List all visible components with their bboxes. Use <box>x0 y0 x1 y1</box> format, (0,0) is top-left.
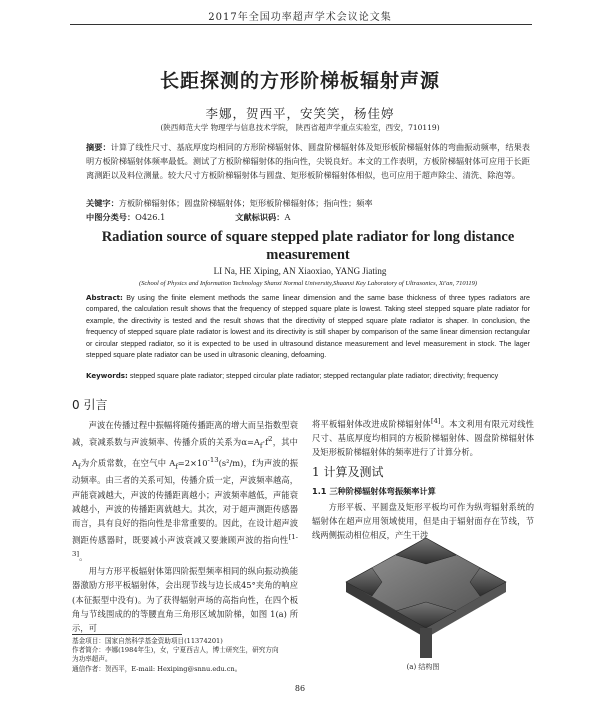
abstract-cn-label: 摘要： <box>86 142 111 152</box>
running-header: 2017年全国功率超声学术会议论文集 <box>208 12 392 23</box>
keywords-en <box>86 370 530 382</box>
footnote-funding: 基金项目：国家自然科学基金资助项目(11374201) <box>72 637 223 645</box>
text-sub: f <box>175 462 178 471</box>
header-rule <box>70 24 532 25</box>
left-column <box>72 418 298 635</box>
text-run: =2×10 <box>177 457 208 468</box>
subsection-heading-1-1: 1.1 三种阶梯辐射体弯振频率计算 <box>312 485 436 496</box>
text-sup: -13 <box>207 455 219 464</box>
keywords-en-label: Keywords: <box>86 371 128 380</box>
figure-stepped-plate-structure <box>336 520 516 660</box>
intro-paragraph-2: 用与方形平板辐射体第四阶振型频率相同的纵向振动换能器激励方形平板辐射体，会出现节线与边长成45°夹角的响应(本征振型中没有)。为了获得辐射声场的高指向性，在四个板角与节线围成的的等腰直角三角形区域加阶梯，如图 1(a) 所示，可 <box>72 566 298 634</box>
paper-title-cn: 长距探测的方形阶梯板辐射声源 <box>159 70 440 92</box>
affiliation-en: (School of Physics and Information Technology Shanxi Normal University,Shaanxi Key Laboratory of Ultrasonics, Xi'an, 710119) <box>138 280 478 287</box>
abstract-en <box>86 292 530 361</box>
intro-paragraph-1 <box>72 418 298 564</box>
doc-code-label: 文献标识码： <box>235 212 285 222</box>
footnote-author-bio-cont: 为功率超声。 <box>72 655 112 664</box>
text-run: 声波在传播过程中振幅将随传播距离的增大而呈指数型衰减，衰减系数与声波频率、传播介质的关系为α=A <box>72 420 298 447</box>
text-run: 。 <box>79 552 88 562</box>
section-heading-calculation: 1 计算及测试 <box>312 465 384 480</box>
footnote-author-bio: 作者简介：李娜(1984年生)，女，宁夏西吉人，博士研究生，研究方向 <box>72 646 279 655</box>
footnote-corresponding: 通信作者：贺西平，E-mail: Hexiping@snnu.edu.cn。 <box>72 664 242 673</box>
transducer-stem <box>420 628 432 658</box>
keywords-cn <box>86 196 530 210</box>
paper-title-en: Radiation source of square stepped plate radiator for long distance measurement <box>101 229 515 263</box>
classification-line <box>86 210 530 224</box>
doc-code-value: A <box>284 212 291 222</box>
section-heading-introduction: 0 引言 <box>72 398 108 412</box>
footnotes <box>72 637 302 674</box>
text-sub: f <box>78 462 81 471</box>
text-run: (s²/m)，f为声波的振动频率。由三者的关系可知，传播介质一定，声波频率越高，声能衰减越大，声波的传播距离越小；声波频率越低，声能衰减越小，声波的传播距离就越大。其次，对于超声测距传感器而言，具有良好的指向性是非常重要的。因此，在设计超声波测距传感器时，既要减小声波衰减又要兼顾声波的指向性 <box>72 457 298 546</box>
abstract-en-label: Abstract: <box>86 293 123 302</box>
text-sub: f <box>259 441 263 450</box>
abstract-cn <box>86 140 530 182</box>
clc-label: 中图分类号： <box>86 212 136 222</box>
text-run: ·f <box>262 436 269 447</box>
text-run: ，其中 A <box>72 436 298 468</box>
affiliation-cn: (陕西师范大学 物理学与信息技术学院， 陕西省超声学重点实验室，西安，710119) <box>160 123 440 132</box>
figure-caption: (a) 结构图 <box>406 663 440 671</box>
citation-ref: [1-3] <box>72 533 298 559</box>
text-run: 。本文利用有限元对线性尺寸、基底厚度均相同的方板阶梯辐射体、圆盘阶梯辐射体及矩形板阶梯辐射体的频率进行了计算分析。 <box>312 418 534 458</box>
clc-value: O426.1 <box>135 212 166 222</box>
citation-ref: [4] <box>430 417 441 425</box>
page-number: 86 <box>294 684 306 693</box>
intro-paragraph-3 <box>312 414 534 459</box>
abstract-cn-text: 计算了线性尺寸、基底厚度均相同的方形阶梯辐射体、圆盘阶梯辐射体及矩形板阶梯辐射体的弯曲振动频率，结果表明方板阶梯辐射体频率最低。测试了方板阶梯辐射体的指向性，尖锐良好。本文的工作表明，方板阶梯辐射体可应用于长距离测距以及料位测量。较大尺寸方板阶梯辐射体与圆盘、矩形板阶梯辐射体相似，也可应用于超声除尘、清洗、除泡等。 <box>86 142 530 180</box>
text-sup: 2 <box>268 435 273 444</box>
authors-cn: 李娜，贺西平，安笑笑，杨佳婷 <box>205 106 395 121</box>
text-run: 为介质常数，在空气中 A <box>80 457 176 468</box>
keywords-cn-label: 关键字： <box>86 198 119 208</box>
footnote-rule <box>72 634 182 635</box>
text-run: 将平板辐射体改进成阶梯辐射体 <box>312 418 431 429</box>
keywords-en-text: stepped square plate radiator; stepped circular plate radiator; stepped rectangular plate radiator; directivity; frequency <box>129 372 499 380</box>
section1-paragraph-1: 方形平板、平圆盘及矩形平板均可作为纵弯辐射系统的辐射体在超声应用领域使用，但是由于辐射面存在节线，节线两侧振动相位相反，产生干涉 <box>312 501 534 541</box>
abstract-en-text: By using the finite element methods the same linear dimension and the same base thickness of three types radiators are compared, the calculation result shows that the frequency of stepped square plate is lowest. Taking steel stepped square plate radiator for example, the directivity is tested and the result shows that the directivity of stepped square plate radiator is shaper. In conclusion, the frequency of stepped square plate radiator is lowest and its directivity is still shaper by comparison of the same linear dimension rectangular or circular stepped radiator, so it is expected to be used in ultrasound distance measurement and level measurement in stock. The lager stepped square plate radiator can be used in ultrasonic cleaning, defoaming. <box>86 294 530 360</box>
authors-en: LI Na, HE Xiping, AN Xiaoxiao, YANG Jiating <box>213 266 387 276</box>
keywords-cn-text: 方板阶梯辐射体；圆盘阶梯辐射体；矩形板阶梯辐射体；指向性；频率 <box>118 198 373 208</box>
